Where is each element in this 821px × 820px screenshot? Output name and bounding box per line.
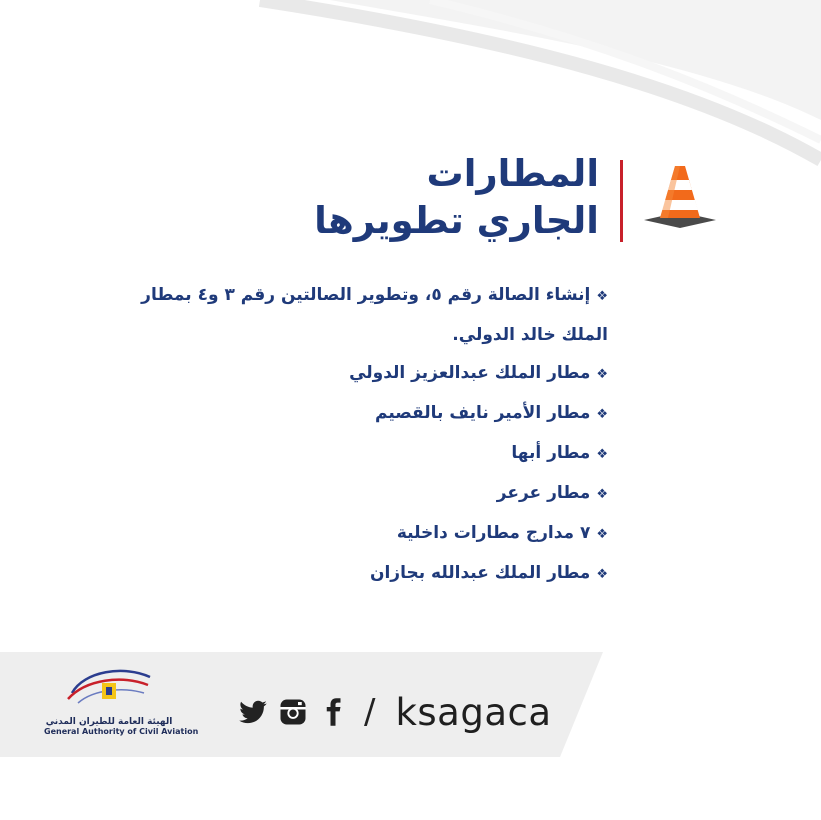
list-item: ❖مطار الأمير نايف بالقصيم <box>375 403 608 423</box>
bullet-icon: ❖ <box>596 367 608 382</box>
instagram-icon[interactable] <box>278 697 308 727</box>
list-item: ❖مطار أبها <box>511 443 608 463</box>
bullet-icon: ❖ <box>596 487 608 502</box>
list-item: ❖مطار عرعر <box>496 483 608 503</box>
airports-list <box>108 276 608 594</box>
gaca-logo <box>44 663 199 743</box>
title-divider <box>620 160 623 242</box>
title-line-2: الجاري تطويرها <box>314 199 599 242</box>
social-handle[interactable]: ksagaca <box>395 690 552 734</box>
bullet-icon: ❖ <box>596 289 608 304</box>
social-handle-row <box>238 688 552 736</box>
page-title <box>314 150 599 244</box>
twitter-icon[interactable] <box>238 697 268 727</box>
separator-slash: / <box>364 692 376 732</box>
list-item: ❖مطار الملك عبدالعزيز الدولي <box>349 363 608 383</box>
list-item-continuation: الملك خالد الدولي. <box>452 325 608 345</box>
facebook-icon[interactable] <box>318 697 348 727</box>
bullet-icon: ❖ <box>596 567 608 582</box>
list-item: ❖إنشاء الصالة رقم ٥، وتطوير الصالتين رقم ٣ و٤ بمطار <box>141 285 608 305</box>
bullet-icon: ❖ <box>596 447 608 462</box>
bullet-icon: ❖ <box>596 527 608 542</box>
list-item: ❖مطار الملك عبدالله بجازان <box>369 563 608 583</box>
title-line-1: المطارات <box>426 152 599 195</box>
logo-arabic-name: الهيئة العامة للطيران المدني <box>45 717 173 727</box>
bullet-icon: ❖ <box>596 407 608 422</box>
gaca-emblem-icon <box>64 663 154 711</box>
logo-english-name: General Authority of Civil Aviation <box>44 727 199 736</box>
traffic-cone-icon <box>644 162 716 234</box>
list-item: ❖٧ مدارج مطارات داخلية <box>396 523 608 543</box>
